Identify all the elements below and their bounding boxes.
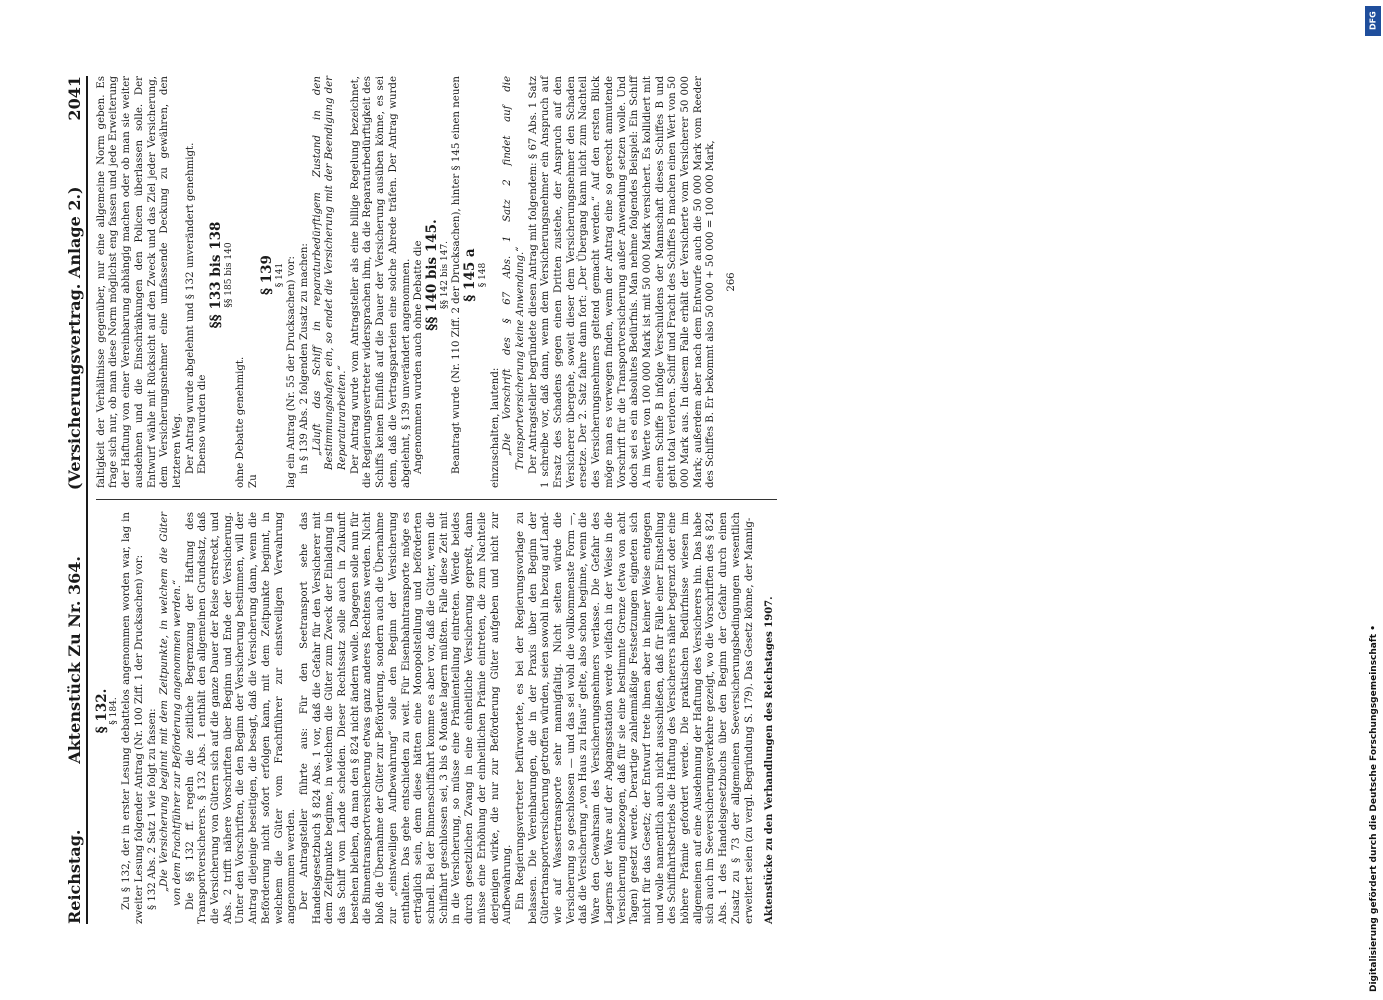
header-right-title: (Versicherungsvertrag. Anlage 2.) <box>65 186 84 491</box>
paragraph: Zu <box>248 474 260 488</box>
paragraph: faltigkeit der Verhältnisse gegenüber, nur eine allgemeine Norm geben. Es frage sich nur, ob man diese Norm möglichst eng fassen und jede Erweiterung der Haftung von einer Vereinbarung abhängig machen oder ob man sie weiter ausdehnen und die Einschränkungen den Policen überlassen solle. Der Entwurf wähle mit Rücksicht auf den Zweck und das Ziel jeder Versicherung, dem Versicherungsnehmer eine umfassende Deckung zu gewähren, den letzteren Weg. <box>95 76 183 488</box>
document-page <box>51 50 1331 950</box>
section-heading: §§ 140 bis 145. <box>423 219 440 331</box>
paragraph: ohne Debatte genehmigt. <box>235 356 247 488</box>
digitization-note <box>1361 0 1383 1000</box>
paragraph: lag ein Antrag (Nr. 55 der Drucksachen) vor: <box>286 256 298 488</box>
page-header <box>65 76 88 924</box>
paragraph: in § 139 Abs. 2 folgenden Zusatz zu machen: <box>298 243 310 474</box>
dfg-logo: DFG <box>1365 6 1381 36</box>
quoted-text: „Die Versicherung beginnt mit dem Zeitpunkte, in welchem die Güter von dem Frachtführer zur Beförderung angenommen werden.“ <box>159 512 183 906</box>
paragraph: Angenommen wurden auch ohne Debatte die <box>413 240 425 474</box>
left-column <box>93 512 777 924</box>
section-subheading: §§ 142 bis 147. <box>439 240 450 310</box>
header-left: Reichstag. <box>65 829 84 924</box>
quoted-text: „Die Vorschrift des § 67 Abs. 1 Satz 2 findet auf die Transportversicherung keine Anwendung.“ <box>502 76 526 470</box>
section-subheading: § 141 <box>274 262 285 288</box>
section-heading: § 132. <box>93 688 110 734</box>
footer-note: Aktenstücke zu den Verhandlungen des Reichstages 1907. <box>764 596 776 924</box>
header-center: Aktenstück Zu Nr. 364. <box>65 556 84 764</box>
paragraph: Beantragt wurde (Nr. 110 Ziff. 2 der Drucksachen), hinter § 145 einen neuen <box>451 76 463 474</box>
section-subheading: § 148 <box>477 262 488 288</box>
paragraph: Der Antrag wurde vom Antragsteller als eine billige Regelung bezeichnet, die Regierungsvertreter widersprachen ihm, da die Reparaturbedürftigkeit des Schiffs keinen Einfluß auf die Dauer der Versicherung ausüben könne, es sei denn, daß die Vertragsparteien eine solche Abrede träfen. Der Antrag wurde abgelehnt, § 139 unverändert angenommen. <box>349 76 412 488</box>
paragraph: Die §§ 132 ff. regeln die zeitliche Begrenzung der Haftung des Transportversicherers. § 132 Abs. 1 enthält den allgemeinen Grundsatz, daß die Versicherung von Gütern sich auf die ganze Dauer der Reise erstreckt, und Abs. 2 trifft nähere Vorschriften über Beginn und Ende der Versicherung. Unter den Vorschriften, die den Beginn der Versicherung bestimmen, will der Antrag diejenige beseitigen, die besagt, daß die Versicherung dann, wenn die Beförderung nicht sofort erfolgen kann, mit dem Zeitpunkte beginnt, in welchem die Güter vom Frachtführer zur einstweiligen Verwahrung angenommen werden. <box>184 512 298 924</box>
paragraph: einzuschalten, lautend: <box>489 367 501 488</box>
section-heading: §§ 133 bis 138 <box>208 221 225 329</box>
header-page-number: 2041 <box>65 76 84 121</box>
quoted-text: „Läuft das Schiff in reparaturbedürftigem Zustand in den Bestimmungshafen ein, so endet die Versicherung mit der Beendigung der Reparaturarbeiten.“ <box>311 76 349 470</box>
section-subheading: §§ 185 bis 140 <box>223 242 234 308</box>
paragraph: Der Antragsteller führte aus: Für den Seetransport sehe das Handelsgesetzbuch § 824 Abs. 1 vor, daß die Gefahr für den Versicherer mit dem Zeitpunkte beginne, in welchem die Güter zum Zweck der Einladung in das Schiff vom Lande scheiden. Dieser Rechtssatz solle auch in Zukunft bestehen bleiben, da man den § 824 nicht ändern wolle. Dagegen solle nun für die Binnentransportversicherung etwas ganz anderes Rechtens werden. Nicht bloß die Übernahme der Güter zur Beförderung, sondern auch die Übernahme zur „einstweiligen Aufbewahrung“ solle den Beginn der Versicherung enthalten. Das gehe entschieden zu weit. Für Eisenbahntransporte möge es erträglich sein, denn diese hätten eine Monopolstellung und beförderten schnell. Bei der Binnenschiffahrt komme es aber vor, daß die Güter, wenn die Schiffahrt geschlossen sei, 3 bis 6 Monate lagern müßten. Falle diese Zeit mit in die Versicherung, so müsse eine Prämienteilung eintreten. Werde beides durch gesetzlichen Zwang in eine einheitliche Versicherung gepreßt, dann müsse eine Erhöhung der einheitlichen Prämie eintreten, die zum Nachteile derjenigen wirke, die nur zur Beförderung Güter aufgeben und nicht zur Aufbewahrung. <box>298 512 514 924</box>
section-heading: § 139 <box>258 255 275 295</box>
section-subheading: § 184. <box>109 697 120 725</box>
text-columns <box>93 76 777 924</box>
right-column <box>96 76 777 488</box>
paragraph: Der Antragsteller begründete diesen Antrag mit folgendem: § 67 Abs. 1 Satz 1 schreibe vor, daß dann, wenn dem Versicherungsnehmer ein Anspruch auf Ersatz des Schadens gegen einen Dritten zustehe, der Anspruch auf den Versicherer übergehe, soweit dieser dem Versicherungsnehmer den Schaden ersetze. Der 2. Satz fahre dann fort: „Der Übergang kann nicht zum Nachteil des Versicherungsnehmers geltend gemacht werden.“ Auf den ersten Blick möge man es verwegen finden, wenn der Antrag eine so gerecht anmutende Vorschrift für die Transportversicherung außer Anwendung setzen wolle. Und doch sei es ein absolutes Bedürfnis. Man nehme folgendes Beispiel: Ein Schiff A im Werte von 100 000 Mark ist mit 50 000 Mark versichert. Es kollidiert mit einem Schiffe B infolge Verschuldens der Mannschaft dieses Schiffes B und geht total verloren. Schiff und Fracht des Schiffes B machen einen Wert von 50 000 Mark aus. In diesem Falle erhält der Versicherte vom Versicherer 50 000 Mark; außerdem aber nach dem Entwurfe auch die 50 000 Mark vom Reeder des Schiffes B. Er bekommt also 50 000 + 50 000 = 100 000 Mark, <box>527 76 717 488</box>
paragraph: § 132 Abs. 2 Satz 1 wie folgt zu fassen: <box>146 708 158 910</box>
paragraph: Ebenso wurden die <box>197 374 209 474</box>
page-footer-number: 266 <box>726 272 738 292</box>
paragraph: Der Antrag wurde abgelehnt und § 132 unverändert genehmigt. <box>184 142 196 474</box>
paragraph: Zu § 132, der in erster Lesung debattelos angenommen worden war, lag in zweiter Lesung folgender Antrag (Nr. 100 Ziff. 1 der Drucksachen) vor: <box>121 512 145 924</box>
digitization-credit: Digitalisierung gefördert durch die Deutsche Forschungsgemeinschaft • <box>1369 625 1379 992</box>
section-heading: § 145 a <box>462 248 479 302</box>
paragraph: Ein Regierungsvertreter befürwortete, es bei der Regierungsvorlage zu belassen. Die Vereinbarungen, die in der Praxis über den Beginn der Gütertransportversicherung getroffen würden, seien sowohl in bezug auf Land- wie auf Wassertransporte sehr mannigfaltig. Nicht selten würde die Versicherung so geschlossen — und das sei wohl die vollkommenste Form —, daß die Versicherung „von Haus zu Haus“ gelte, also schon beginne, wenn die Ware den Gewahrsam des Versicherungsnehmers verlasse. Die Gefahr des Lagerns der Ware auf der Abgangsstation werde vielfach in der Weise in die Versicherung einbezogen, daß für sie eine bestimmte Grenze (etwa von acht Tagen) gesetzt werde. Derartige zahlenmäßige Festsetzungen eigneten sich nicht für das Gesetz; der Entwurf trete ihnen aber in keiner Weise entgegen und wolle namentlich auch nicht ausschließen, daß für Fälle einer Einstellung des Schiffahrtsbetriebs die Haftung des Versicherers näher begrenzt oder eine höhere Prämie gefordert werde. Die praktischen Bedürfnisse wiesen im allgemeinen auf eine Ausdehnung der Haftung des Versicherers hin. Das habe sich auch im Seeversicherungsverkehre gezeigt, wo die Vorschriften des § 824 Abs. 1 des Handelsgesetzbuchs über den Beginn der Gefahr durch einen Zusatz zu § 73 der allgemeinen Seeversicherungsbedingungen wesentlich erweitert seien (zu vergl. Begründung S. 179). Das Gesetz könne, der Mannig- <box>514 512 755 924</box>
